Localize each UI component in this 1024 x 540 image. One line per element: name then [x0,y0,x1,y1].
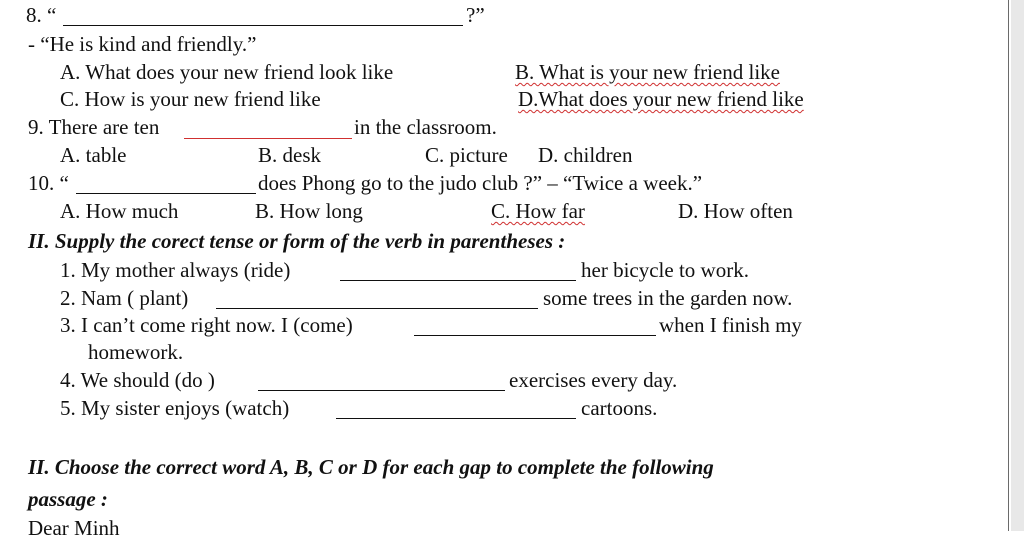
verb-item-1-tail: her bicycle to work. [581,258,749,282]
q9-option-d: D. children [538,143,633,167]
q8-number: 8. “ [26,3,57,27]
q9-tail: in the classroom. [354,115,497,139]
passage-section-heading-cont: passage : [28,487,108,511]
q10-option-d: D. How often [678,199,793,223]
q10-option-c: C. How far [491,199,585,223]
q10-blank [76,193,256,194]
q9-option-b: B. desk [258,143,321,167]
q8-answer-line: - “He is kind and friendly.” [28,32,257,56]
verb-item-4-tail: exercises every day. [509,368,678,392]
q8-blank [63,25,463,26]
q8-option-c: C. How is your new friend like [60,87,321,111]
q10-option-a: A. How much [60,199,179,223]
verb-item-2-tail: some trees in the garden now. [543,286,793,310]
verb-item-4-lead: 4. We should (do ) [60,368,215,392]
q8-option-d: D.What does your new friend like [518,87,804,111]
window-margin [1011,0,1024,531]
q10-option-b: B. How long [255,199,363,223]
verb-item-3-lead: 3. I can’t come right now. I (come) [60,313,353,337]
q9-option-a: A. table [60,143,127,167]
q8-close: ?” [466,3,485,27]
verb-item-2-blank [216,308,538,309]
verb-item-3-blank [414,335,656,336]
verb-item-5-tail: cartoons. [581,396,658,420]
q9-blank [184,138,352,139]
verb-item-1-lead: 1. My mother always (ride) [60,258,291,282]
verb-item-5-blank [336,418,576,419]
verb-item-2-lead: 2. Nam ( plant) [60,286,189,310]
verb-item-4-blank [258,390,505,391]
q8-option-b: B. What is your new friend like [515,60,780,84]
verb-item-5-lead: 5. My sister enjoys (watch) [60,396,290,420]
q9-stem: 9. There are ten [28,115,160,139]
page-border [1008,0,1009,531]
verb-section-heading: II. Supply the corect tense or form of the verb in parentheses : [28,229,566,253]
q10-tail: does Phong go to the judo club ?” – “Twice a week.” [258,171,703,195]
q8-option-a: A. What does your new friend look like [60,60,394,84]
q9-option-c: C. picture [425,143,508,167]
verb-item-3-continuation: homework. [88,340,184,364]
verb-item-1-blank [340,280,576,281]
passage-section-heading: II. Choose the correct word A, B, C or D for each gap to complete the following [28,455,714,479]
passage-salutation: Dear Minh [28,516,120,540]
q10-number: 10. “ [28,171,69,195]
verb-item-3-tail: when I finish my [659,313,802,337]
